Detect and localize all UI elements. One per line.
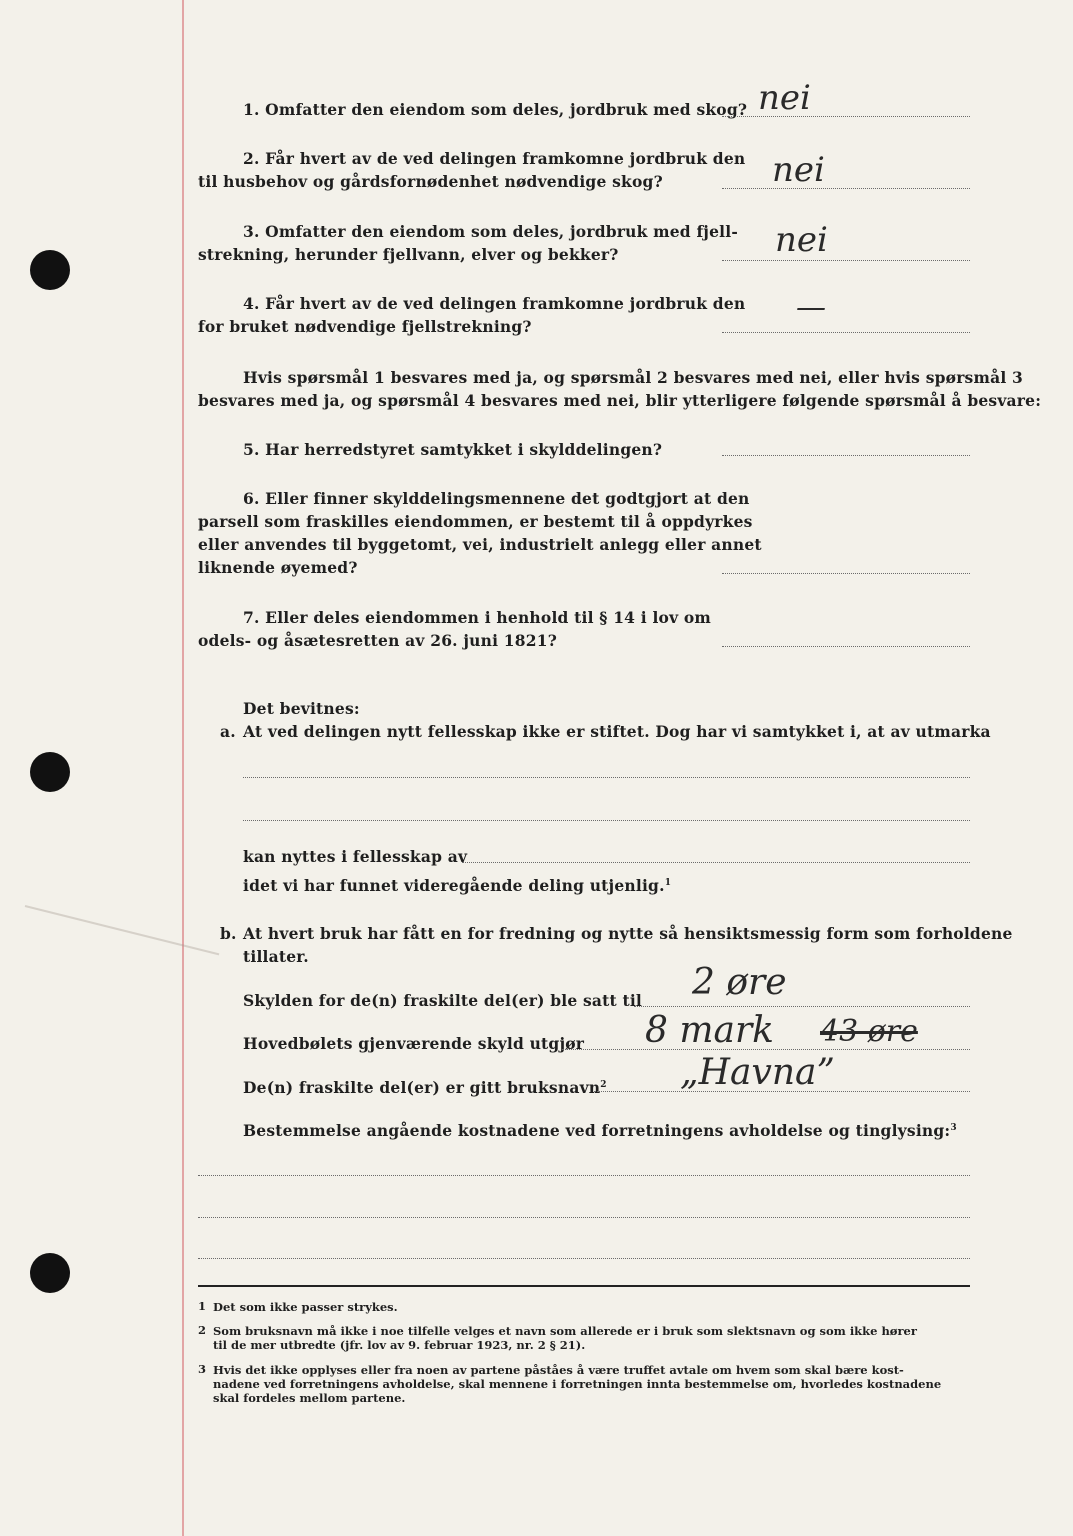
item-a-blank-line-1 (243, 777, 970, 778)
footnote-1-number: 1 (198, 1299, 207, 1313)
skyld-label: Skylden for de(n) fraskilte del(er) ble satt til (243, 991, 643, 1010)
answer-4-handwritten: — (796, 290, 826, 325)
attest-heading: Det bevitnes: (243, 699, 360, 718)
question-3-line-1: 3. Omfatter den eiendom som deles, jordbruk med fjell- (243, 222, 738, 241)
footnote-separator (198, 1285, 970, 1287)
answer-1-handwritten: nei (758, 78, 811, 118)
footnote-3-line-3: skal fordeles mellom partene. (213, 1391, 406, 1405)
hovedbol-label: Hovedbølets gjenværende skyld utgjør (243, 1034, 585, 1053)
item-b-line-2: tillater. (243, 947, 309, 966)
answer-3-handwritten: nei (775, 220, 828, 260)
kostnader-line-1 (198, 1175, 970, 1176)
answer-line-5 (722, 455, 970, 456)
bruksnavn-value-handwritten: „Havna” (680, 1052, 835, 1093)
question-2-line-2: til husbehov og gårdsfornødenhet nødvendige skog? (198, 172, 663, 191)
item-a-common-line (462, 862, 970, 863)
answer-line-2 (722, 188, 970, 189)
bruksnavn-label: De(n) fraskilte del(er) er gitt bruksnavn$^2$ (243, 1078, 607, 1098)
question-6-line-2: parsell som fraskilles eiendommen, er bestemt til å oppdyrkes (198, 512, 753, 531)
item-a-marker: a. (220, 722, 236, 741)
condition-line-2: besvares med ja, og spørsmål 4 besvares med nei, blir ytterligere følgende spørsmål å besvare: (198, 391, 1042, 410)
footnote-3-number: 3 (198, 1362, 207, 1376)
question-3-line-2: strekning, herunder fjellvann, elver og bekker? (198, 245, 619, 264)
question-6-line-3: eller anvendes til byggetomt, vei, industrielt anlegg eller annet (198, 535, 762, 554)
question-5: 5. Har herredstyret samtykket i skylddelingen? (243, 440, 663, 459)
footnote-3-line-2: nadene ved forretningens avholdelse, skal mennene i forretningen inntа bestemmelse om, hvorledes kostnadene (213, 1377, 942, 1391)
footnote-2-line-2: til de mer utbredte (jfr. lov av 9. februar 1923, nr. 2 § 21). (213, 1338, 586, 1352)
footnote-1: Det som ikke passer strykes. (213, 1300, 398, 1314)
condition-line-1: Hvis spørsmål 1 besvares med ja, og spørsmål 2 besvares med nei, eller hvis spørsmål 3 (243, 368, 1023, 387)
answer-line-7 (722, 646, 970, 647)
kostnader-label: Bestemmelse angående kostnadene ved forretningens avholdelse og tinglysing:$^3$ (243, 1121, 957, 1141)
punch-hole-bottom (30, 1253, 70, 1293)
item-a-text: At ved delingen nytt fellesskap ikke er stiftet. Dog har vi samtykket i, at av utmarka (243, 722, 991, 741)
item-b-line-1: At hvert bruk har fått en for fredning og nytte så hensiktsmessig form som forholdene (243, 924, 1013, 943)
punch-hole-middle (30, 752, 70, 792)
question-4-line-1: 4. Får hvert av de ved delingen framkomne jordbruk den (243, 294, 746, 313)
answer-line-6 (722, 573, 970, 574)
margin-line (182, 0, 184, 1536)
answer-2-handwritten: nei (772, 150, 825, 190)
item-a-common-label: kan nyttes i fellesskap av (243, 847, 468, 866)
hovedbol-ore-struck-handwritten: 43 øre (820, 1014, 918, 1049)
punch-hole-top (30, 250, 70, 290)
skyld-value-handwritten: 2 øre (692, 962, 787, 1003)
skyld-line (634, 1006, 970, 1007)
footnote-2-line-1: Som bruksnavn må ikke i noe tilfelle velges et navn som allerede er i bruk som slektsnavn og som ikke hører (213, 1324, 917, 1338)
footnote-2-number: 2 (198, 1323, 207, 1337)
item-a-reason: idet vi har funnet videregående deling utjenlig.$^1$ (243, 876, 672, 896)
kostnader-line-2 (198, 1217, 970, 1218)
paper-crease (25, 905, 220, 955)
question-6-line-4: liknende øyemed? (198, 558, 358, 577)
question-7-line-1: 7. Eller deles eiendommen i henhold til § 14 i lov om (243, 608, 712, 627)
item-a-blank-line-2 (243, 820, 970, 821)
answer-line-4 (722, 332, 970, 333)
answer-line-3 (722, 260, 970, 261)
kostnader-line-3 (198, 1258, 970, 1259)
question-2-line-1: 2. Får hvert av de ved delingen framkomne jordbruk den (243, 149, 746, 168)
hovedbol-mark-handwritten: 8 mark (645, 1010, 774, 1051)
question-7-line-2: odels- og åsætesretten av 26. juni 1821? (198, 631, 558, 650)
question-6-line-1: 6. Eller finner skylddelingsmennene det godtgjort at den (243, 489, 750, 508)
question-4-line-2: for bruket nødvendige fjellstrekning? (198, 317, 532, 336)
footnote-3-line-1: Hvis det ikke opplyses eller fra noen av partene påståes å være truffet avtale om hvem som skal bære kost- (213, 1363, 904, 1377)
item-b-marker: b. (220, 924, 237, 943)
question-1: 1. Omfatter den eiendom som deles, jordbruk med skog? (243, 100, 748, 119)
